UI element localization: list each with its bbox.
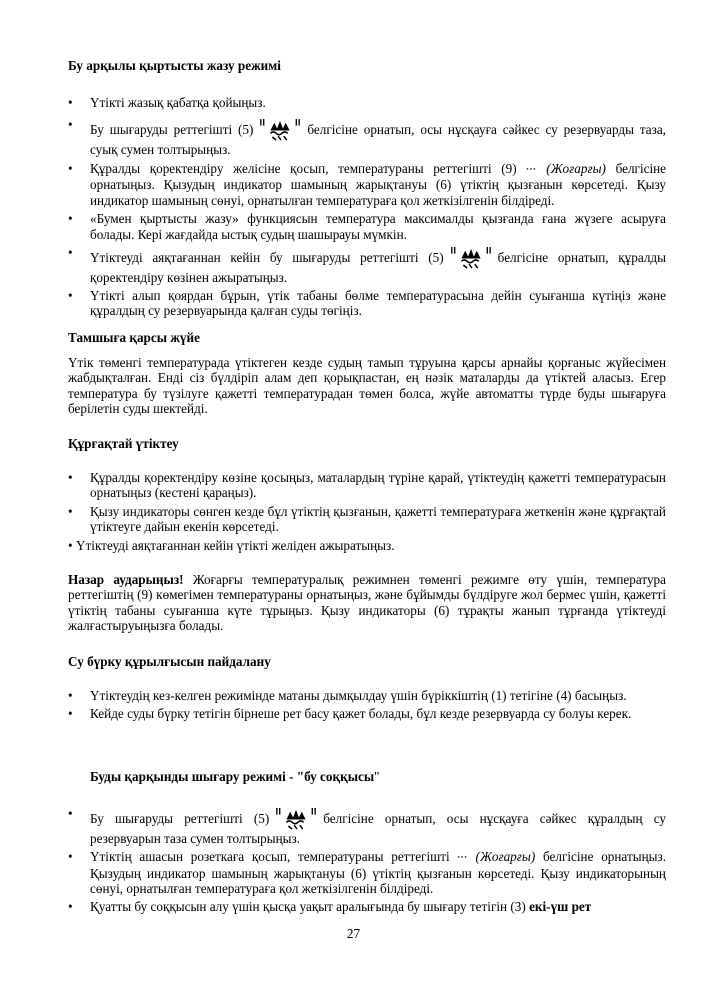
max-temperature-dots-icon: ••• — [457, 853, 468, 862]
section-heading-dry-ironing: Құрғақтай үтіктеу — [68, 436, 179, 451]
list-item — [68, 161, 666, 208]
list-item — [68, 538, 666, 553]
list-item-text: Үтіктеуді аяқтағаннан кейін үтікті желіден ажыратыңыз. — [76, 537, 395, 553]
list-item-text: Кейде суды бүрку тетігін бірнеше рет басу қажет болады, бұл кезде резервуарда су болуы керек. — [90, 706, 632, 722]
list-item-text: Үтіктеудің кез-келген режимінде матаны дымқылдау үшін бүріккіштің (1) тетігіне (4) басыңыз. — [90, 688, 627, 703]
list-item-text: белгісіне орнатып, осы нұсқауға сәйкес құралдың су резервуарын таза сумен толтырыңыз. — [90, 811, 666, 846]
anti-drip-paragraph: Үтік төменгі температурада үтіктеген кезде судың тамып тұруына қарсы арнайы қорғаныс жүйесімен жабдықталған. Енді сіз бүлдіріп алам деп қорықпастан, ең нәзік маталарды да үтіктей аласыз. Егер температура бу түзілуге қажетті температурадан төмен болса, жүйе автоматты түрде буды шығаруға берілетін суды шектейді. — [68, 355, 666, 417]
list-item — [68, 849, 666, 896]
list-item-text: белгісіне орнатыңыз. Қызудың индикатор шамының жарықтануы (6) үтіктің қызғанын көрсетеді. Қызу индикаторының сөнуі, орнатылған температураға қол жеткізілгенін білдіреді. — [90, 849, 666, 897]
steam-shot-title: Буды қарқынды шығару режимі - "бу соққысы — [90, 769, 375, 784]
list-item-text: Үтіктің ашасын розеткаға қосып, температураны реттегішті — [90, 849, 450, 865]
attention-text: Жоғарғы температуралық режимнен төменгі режимге өту үшін, температура реттегіштің (9) көмегімен температураны орнатыңыз, және бұйымды бүлдіруге жол бермес үшін, қажетті үтіктің табаны суығанша күте тұрыңыз. Қызу индикаторы (6) тұрақты жанып тұрғанда үтіктеуді жалғастыруыңызға болады. — [68, 572, 666, 634]
steam-shot-title-end: " — [374, 769, 380, 784]
list-item — [68, 688, 666, 703]
list-item — [68, 504, 666, 535]
dry-ironing-list — [68, 470, 666, 553]
list-item-text: белгісіне орнатыңыз. Қызудың индикатор шамының жарықтануы (6) үтіктің қызғанын көрсетеді. Қызу индикатор шамының сөнуі, орнатылған температураға қол жеткізілгенін білдіреді. — [90, 160, 667, 208]
steam-setting-icon — [257, 117, 303, 142]
attention-label: Назар аударыңыз! — [68, 572, 184, 587]
list-item-text: Үтікті алып қоярдан бұрын, үтік табаны бөлме температурасына дейін суығанша күтіңіз және құралдың су резервуарында қалған суды төгіңіз. — [90, 287, 666, 318]
list-item-text: Үтіктеуді аяқтағаннан кейін бу шығаруды реттегішті (5) — [90, 250, 444, 266]
section-heading-anti-drip: Тамшыға қарсы жүйе — [68, 330, 200, 345]
list-item-text: Құралды қоректендіру желісіне қосып, температураны реттегішті (9) — [90, 160, 517, 176]
section-heading-steam-shot — [90, 769, 666, 784]
list-item-text: белгісіне орнатып, құралды қоректендіру көзінен ажыратыңыз. — [90, 250, 666, 286]
spray-list — [68, 688, 666, 722]
list-item-text: Бу шығаруды реттегішті (5) — [90, 811, 270, 826]
max-temperature-dots-icon: ••• — [526, 165, 537, 174]
list-item — [68, 470, 666, 501]
no-steam-setting-icon — [448, 245, 494, 270]
list-item-text: Құралды қоректендіру көзіне қосыңыз, маталардың түріне қарай, үтіктеудің қажетті температурасын орнатыңыз (кестені қараңыз). — [90, 470, 666, 501]
list-item — [68, 245, 666, 285]
list-item — [68, 117, 666, 157]
steam-setting-icon — [273, 806, 319, 831]
steam-ironing-list — [68, 95, 666, 318]
section-heading-steam-ironing: Бу арқылы қыртысты жазу режимі — [68, 58, 281, 73]
list-item-text: белгісіне орнатып, осы нұсқауға сәйкес су резервуарды таза, суық сумен толтырыңыз. — [90, 122, 666, 158]
attention-paragraph — [68, 572, 666, 634]
list-item — [68, 899, 666, 914]
list-item-text: Қызу индикаторы сөнген кезде бұл үтіктің қызғанын, қажетті температураға жеткенін және құрғақтай үтіктеуге дайын екенін көрсетеді. — [90, 503, 666, 535]
list-item — [68, 706, 666, 721]
page-number: 27 — [346, 926, 361, 941]
list-item-text: Үтікті жазық қабатқа қойыңыз. — [90, 95, 266, 110]
list-item — [68, 211, 666, 242]
list-item — [68, 288, 666, 319]
list-item-text: Бу шығаруды реттегішті (5) — [90, 122, 254, 138]
steam-shot-list — [68, 806, 666, 914]
temperature-label: (Жоғарғы) — [475, 849, 536, 865]
list-item-bold-text: екі-үш рет — [529, 898, 592, 914]
list-item-text: Қуатты бу соққысын алу үшін қысқа уақыт аралығында бу шығару тетігін (3) — [90, 898, 526, 914]
list-item — [68, 95, 666, 110]
section-heading-spray: Су бүрку құрылғысын пайдалану — [68, 654, 271, 669]
list-item — [68, 806, 666, 846]
temperature-label: (Жоғарғы) — [546, 160, 606, 176]
list-item-text: «Бумен қыртысты жазу» функциясын температура максималды қызғанда ғана жүзеге асыруға болады. Кері жағдайда ыстық судың шашырауы мүмкін. — [90, 211, 666, 242]
